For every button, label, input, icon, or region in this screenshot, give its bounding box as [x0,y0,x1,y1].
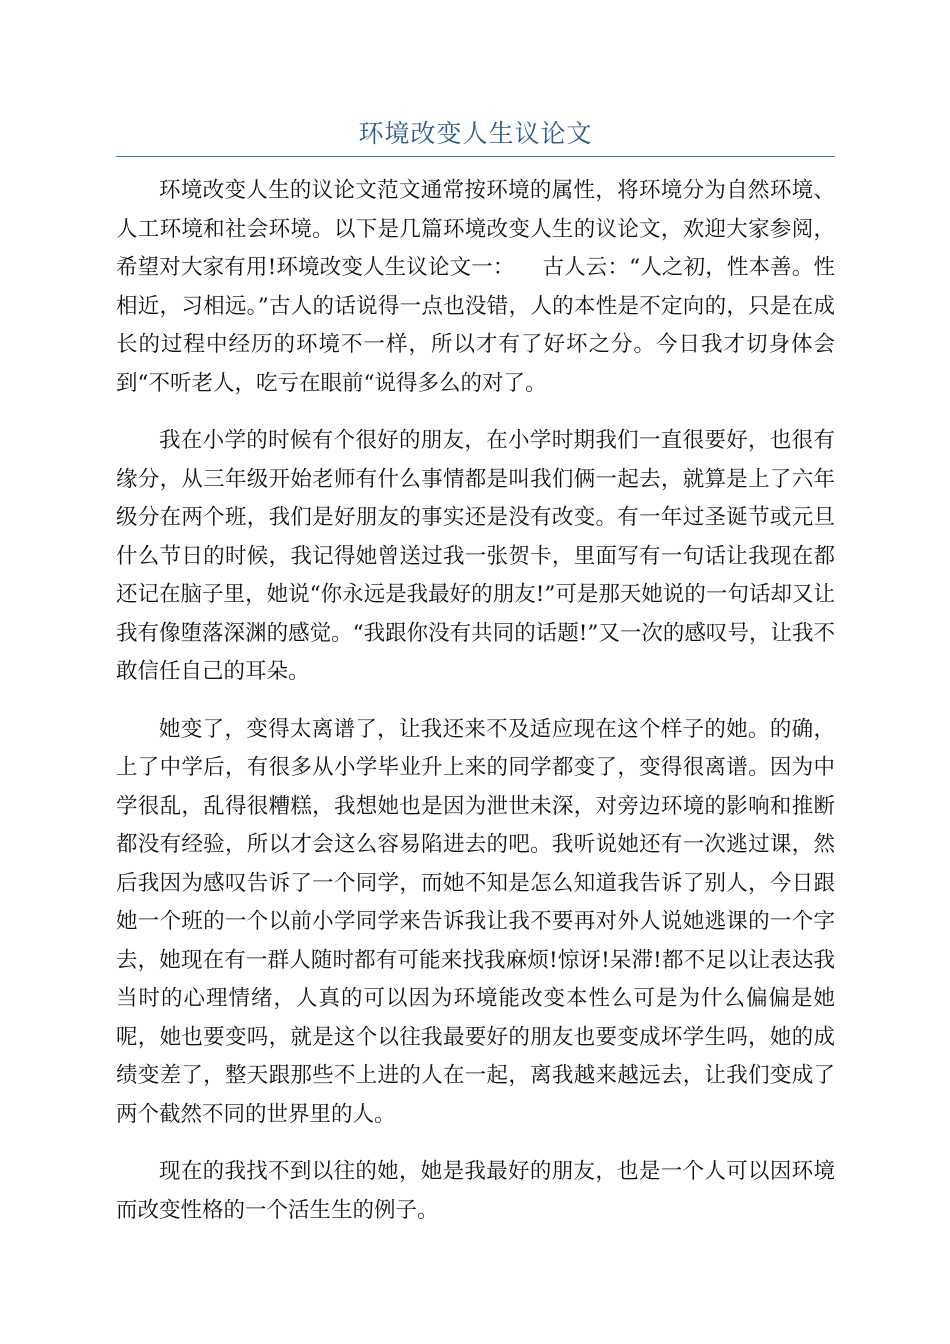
paragraph-2: 我在小学的时候有个很好的朋友，在小学时期我们一直很要好，也很有缘分，从三年级开始老师有什么事情都是叫我们俩一起去，就算是上了六年级分在两个班，我们是好朋友的事实还是没有改变。有一年过圣诞节或元旦什么节日的时候，我记得她曾送过我一张贺卡，里面写有一句话让我现在都还记在脑子里，她说“你永远是我最好的朋友!”可是那天她说的一句话却又让我有像堕落深渊的感觉。“我跟你没有共同的话题!”又一次的感叹号，让我不敢信任自己的耳朵。 [116,428,835,684]
page-title: 环境改变人生议论文 [358,119,593,148]
title-block [116,112,835,157]
document-body [116,172,835,1249]
paragraph-3: 她变了，变得太离谱了，让我还来不及适应现在这个样子的她。的确，上了中学后，有很多从小学毕业升上来的同学都变了，变得很离谱。因为中学很乱，乱得很糟糕，我想她也是因为泄世未深，对旁边环境的影响和推断都没有经验，所以才会这么容易陷进去的吧。我听说她还有一次逃过课，然后我因为感叹告诉了一个同学，而她不知是怎么知道我告诉了别人，今日跟她一个班的一个以前小学同学来告诉我让我不要再对外人说她逃课的一个字去，她现在有一群人随时都有可能来找我麻烦!惊讶!呆滞!都不足以让表达我当时的心理情绪，人真的可以因为环境能改变本性么可是为什么偏偏是她呢，她也要变吗，就是这个以往我最要好的朋友也要变成坏学生吗，她的成绩变差了，整天跟那些不上进的人在一起，离我越来越远去，让我们变成了两个截然不同的世界里的人。 [116,716,835,1127]
paragraph-4: 现在的我找不到以往的她，她是我最好的朋友，也是一个人可以因环境而改变性格的一个活生生的例子。 [116,1159,835,1223]
paragraph-1: 环境改变人生的议论文范文通常按环境的属性，将环境分为自然环境、人工环境和社会环境。以下是几篇环境改变人生的议论文，欢迎大家参阅，希望对大家有用!环境改变人生议论文一： 古人云：“人之初，性本善。性相近，习相远。”古人的话说得一点也没错，人的本性是不定向的，只是在成长的过程中经历的环境不一样，所以才有了好坏之分。今日我才切身体会到“不听老人，吃亏在眼前“说得多么的对了。 [116,178,835,396]
